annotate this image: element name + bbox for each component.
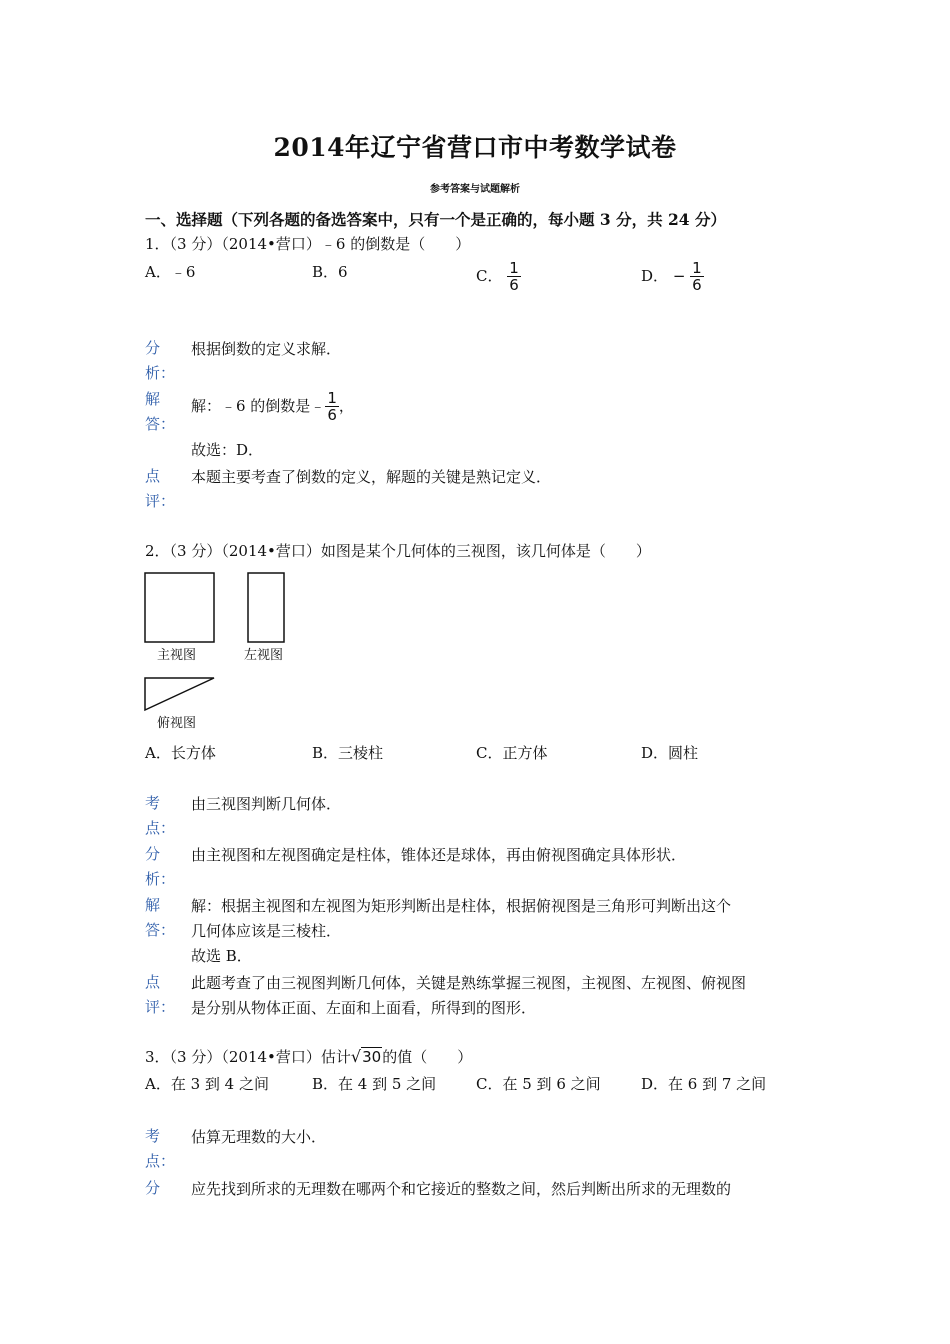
sqrt-radicand: 30 [362, 1048, 382, 1066]
q2-answer-label: 解 答： [145, 896, 176, 939]
q2-option-b: B．三棱柱 [312, 744, 384, 762]
q1-stem: 1．（3 分）（2014•营口）﹣6 的倒数是（ ） [145, 235, 471, 253]
q2-stem: 2．（3 分）（2014•营口）如图是某个几何体的三视图，该几何体是（ ） [145, 542, 651, 560]
q2-answer-line1: 解：根据主视图和左视图为矩形判断出是柱体，根据俯视图是三角形可判断出这个 [191, 897, 732, 915]
q2-point: 由三视图判断几何体． [191, 795, 342, 813]
front-view-square [145, 573, 214, 642]
q3-stem: 3．（3 分）（2014•营口）估计√30的值（ ） [145, 1047, 473, 1066]
q3-analysis: 应先找到所求的无理数在哪两个和它接近的整数之间，然后判断出所求的无理数的 [191, 1180, 732, 1198]
q1-comment: 本题主要考查了倒数的定义，解题的关键是熟记定义． [191, 468, 552, 486]
q1-choice: 故选：D． [191, 441, 264, 459]
side-view-rectangle [248, 573, 284, 642]
q1-option-d-num: 1 [692, 259, 702, 277]
q3-analysis-label: 分 [145, 1179, 161, 1197]
fig-main-caption: 主视图 [157, 648, 197, 663]
q2-option-a: A．长方体 [145, 744, 216, 762]
q2-comment-label: 点 评： [145, 973, 176, 1016]
q2-option-c: C．正方体 [476, 744, 548, 762]
q2-option-d: D．圆柱 [641, 744, 699, 762]
top-view-triangle [145, 678, 214, 710]
q1-option-c-label: C． [476, 267, 503, 285]
q1-analysis-label: 分 析： [145, 339, 176, 382]
q2-analysis-label: 分 析： [145, 845, 176, 888]
q1-option-c-num: 1 [509, 259, 519, 277]
q1-answer-text: 解：﹣6 的倒数是﹣ [191, 397, 326, 415]
q1-option-c-den: 6 [509, 276, 519, 294]
q1-answer-fraction: $\frac{1}{6}$ [327, 389, 337, 424]
sqrt-expression: √30 [350, 1047, 382, 1066]
q1-answer-label: 解 答： [145, 390, 176, 433]
q1-option-c [476, 261, 521, 293]
q1-option-c-fraction [507, 261, 521, 293]
q1-option-d-sign: − [672, 267, 686, 285]
fig-top-caption: 俯视图 [157, 716, 197, 731]
document-subtitle: 参考答案与试题解析 [430, 184, 520, 195]
q1-option-d-den: 6 [692, 276, 702, 294]
q3-option-d: D．在 6 到 7 之间 [641, 1075, 767, 1093]
q1-comment-label: 点 评： [145, 467, 176, 510]
q2-point-label: 考 点： [145, 794, 176, 837]
fig-left-caption: 左视图 [244, 648, 284, 663]
q3-option-a: A．在 3 到 4 之间 [145, 1075, 269, 1093]
q1-answer: 解：﹣6 的倒数是﹣ $\frac{1}{6}$ ， [191, 389, 354, 424]
document-title: 2014年辽宁省营口市中考数学试卷 [273, 133, 677, 162]
q2-choice: 故选 B． [191, 947, 252, 965]
q3-option-c: C．在 5 到 6 之间 [476, 1075, 601, 1093]
q2-analysis: 由主视图和左视图确定是柱体，锥体还是球体，再由俯视图确定具体形状． [191, 846, 687, 864]
q2-answer-line2: 几何体应该是三棱柱． [191, 922, 342, 940]
q1-option-d [641, 261, 704, 293]
q3-point-label: 考 点： [145, 1127, 176, 1170]
q1-option-d-fraction [690, 261, 704, 293]
q1-option-a: A．﹣6 [145, 263, 196, 281]
q1-option-d-label: D． [641, 267, 669, 285]
q1-option-b: B．6 [312, 263, 348, 281]
q3-option-b: B．在 4 到 5 之间 [312, 1075, 437, 1093]
q2-comment-line1: 此题考查了由三视图判断几何体，关键是熟练掌握三视图，主视图、左视图、俯视图 [191, 974, 747, 992]
q3-point: 估算无理数的大小． [191, 1128, 327, 1146]
section-heading: 一、选择题（下列各题的备选答案中，只有一个是正确的，每小题 3 分，共 24 分） [145, 210, 726, 229]
q2-comment-line2: 是分别从物体正面、左面和上面看，所得到的图形． [191, 999, 537, 1017]
q1-analysis: 根据倒数的定义求解． [191, 340, 342, 358]
